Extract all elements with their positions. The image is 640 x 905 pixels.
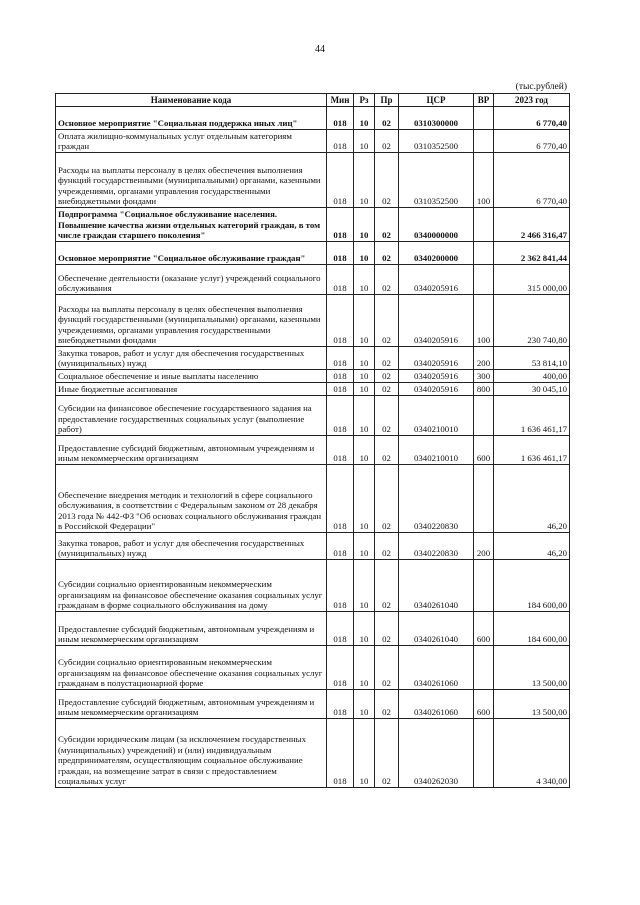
cell-csr: 0340205916 xyxy=(399,265,474,295)
cell-name: Субсидии на финансовое обеспечение государственного задания на предоставление государственных социальных услуг (выполнение работ) xyxy=(56,396,327,436)
cell-vr xyxy=(474,465,494,533)
cell-min: 018 xyxy=(327,370,354,383)
cell-csr: 0340210010 xyxy=(399,396,474,436)
cell-name: Обеспечение деятельности (оказание услуг) учреждений социального обслуживания xyxy=(56,265,327,295)
table-row xyxy=(56,612,570,646)
table-row xyxy=(56,370,570,383)
cell-rz: 10 xyxy=(354,436,375,465)
cell-name: Предоставление субсидий бюджетным, автономным учреждениям и иным некоммерческим организациям xyxy=(56,690,327,719)
cell-amount: 13 500,00 xyxy=(494,690,570,719)
table-row xyxy=(56,153,570,208)
cell-rz: 10 xyxy=(354,383,375,396)
cell-amount: 6 770,40 xyxy=(494,107,570,130)
cell-rz: 10 xyxy=(354,295,375,347)
header-pr: Пр xyxy=(375,94,399,107)
header-name: Наименование кода xyxy=(56,94,327,107)
cell-name: Субсидии социально ориентированным некоммерческим организациям на финансовое обеспечение оказания социальных услуг гражданам в форме социального обслуживания на дому xyxy=(56,560,327,612)
cell-vr xyxy=(474,646,494,690)
cell-name: Социальное обеспечение и иные выплаты населению xyxy=(56,370,327,383)
cell-csr: 0340000000 xyxy=(399,208,474,242)
cell-pr: 02 xyxy=(375,295,399,347)
cell-pr: 02 xyxy=(375,242,399,265)
cell-rz: 10 xyxy=(354,242,375,265)
table-row xyxy=(56,347,570,370)
cell-vr: 600 xyxy=(474,612,494,646)
cell-vr: 600 xyxy=(474,436,494,465)
cell-pr: 02 xyxy=(375,153,399,208)
header-vr: ВР xyxy=(474,94,494,107)
cell-min: 018 xyxy=(327,560,354,612)
table-row xyxy=(56,436,570,465)
budget-table xyxy=(55,93,570,788)
cell-pr: 02 xyxy=(375,383,399,396)
cell-vr: 200 xyxy=(474,347,494,370)
cell-min: 018 xyxy=(327,465,354,533)
cell-amount: 30 045,10 xyxy=(494,383,570,396)
cell-name: Субсидии социально ориентированным некоммерческим организациям на финансовое обеспечение оказания социальных услуг гражданам в полустационарной форме xyxy=(56,646,327,690)
cell-amount: 184 600,00 xyxy=(494,560,570,612)
cell-vr: 100 xyxy=(474,295,494,347)
cell-pr: 02 xyxy=(375,719,399,788)
cell-vr xyxy=(474,265,494,295)
cell-rz: 10 xyxy=(354,646,375,690)
cell-vr xyxy=(474,208,494,242)
cell-pr: 02 xyxy=(375,370,399,383)
cell-amount: 1 636 461,17 xyxy=(494,436,570,465)
cell-name: Обеспечение внедрения методик и технологий в сфере социального обслуживания, в соответствии с Федеральным законом от 28 декабря 2013 года № 442-ФЗ "Об основах социального обслуживания граждан в Российской Федерации" xyxy=(56,465,327,533)
cell-name: Подпрограмма "Социальное обслуживание населения. Повышение качества жизни отдельных категорий граждан, в том числе граждан старшего поколения" xyxy=(56,208,327,242)
cell-pr: 02 xyxy=(375,612,399,646)
header-csr: ЦСР xyxy=(399,94,474,107)
cell-amount: 1 636 461,17 xyxy=(494,396,570,436)
cell-amount: 53 814,10 xyxy=(494,347,570,370)
cell-rz: 10 xyxy=(354,265,375,295)
cell-csr: 0340200000 xyxy=(399,242,474,265)
cell-rz: 10 xyxy=(354,208,375,242)
table-body xyxy=(56,107,570,788)
cell-pr: 02 xyxy=(375,560,399,612)
cell-csr: 0310352500 xyxy=(399,130,474,153)
cell-pr: 02 xyxy=(375,646,399,690)
cell-vr: 200 xyxy=(474,533,494,560)
cell-csr: 0340210010 xyxy=(399,436,474,465)
cell-amount: 315 000,00 xyxy=(494,265,570,295)
cell-rz: 10 xyxy=(354,347,375,370)
cell-name: Закупка товаров, работ и услуг для обеспечения государственных (муниципальных) нужд xyxy=(56,533,327,560)
units-label: (тыс.рублей) xyxy=(515,82,567,92)
cell-min: 018 xyxy=(327,130,354,153)
table-row xyxy=(56,383,570,396)
cell-vr xyxy=(474,396,494,436)
cell-csr: 0340220830 xyxy=(399,465,474,533)
table-row xyxy=(56,130,570,153)
cell-name: Основное мероприятие "Социальная поддержка иных лиц" xyxy=(56,107,327,130)
table-row xyxy=(56,533,570,560)
cell-pr: 02 xyxy=(375,533,399,560)
table-row xyxy=(56,719,570,788)
cell-pr: 02 xyxy=(375,396,399,436)
cell-amount: 230 740,80 xyxy=(494,295,570,347)
table-row xyxy=(56,560,570,612)
cell-rz: 10 xyxy=(354,107,375,130)
cell-rz: 10 xyxy=(354,719,375,788)
cell-amount: 46,20 xyxy=(494,533,570,560)
cell-csr: 0340205916 xyxy=(399,383,474,396)
cell-min: 018 xyxy=(327,383,354,396)
header-min: Мин xyxy=(327,94,354,107)
cell-name: Оплата жилищно-коммунальных услуг отдельным категориям граждан xyxy=(56,130,327,153)
cell-name: Расходы на выплаты персоналу в целях обеспечения выполнения функций государственными (муниципальными) органами, казенными учреждениями, органами управления государственными внебюджетными фондами xyxy=(56,153,327,208)
cell-amount: 4 340,00 xyxy=(494,719,570,788)
cell-min: 018 xyxy=(327,612,354,646)
cell-min: 018 xyxy=(327,396,354,436)
cell-rz: 10 xyxy=(354,370,375,383)
cell-vr: 100 xyxy=(474,153,494,208)
header-rz: Рз xyxy=(354,94,375,107)
table-row xyxy=(56,465,570,533)
cell-csr: 0340261060 xyxy=(399,690,474,719)
cell-vr xyxy=(474,242,494,265)
table-row xyxy=(56,690,570,719)
cell-pr: 02 xyxy=(375,208,399,242)
cell-vr: 600 xyxy=(474,690,494,719)
cell-amount: 2 466 316,47 xyxy=(494,208,570,242)
cell-min: 018 xyxy=(327,436,354,465)
cell-min: 018 xyxy=(327,719,354,788)
cell-csr: 0340262030 xyxy=(399,719,474,788)
cell-name: Расходы на выплаты персоналу в целях обеспечения выполнения функций государственными (муниципальными) органами, казенными учреждениями, органами управления государственными внебюджетными фондами xyxy=(56,295,327,347)
cell-min: 018 xyxy=(327,295,354,347)
cell-pr: 02 xyxy=(375,436,399,465)
cell-csr: 0340220830 xyxy=(399,533,474,560)
cell-vr xyxy=(474,719,494,788)
cell-rz: 10 xyxy=(354,396,375,436)
cell-pr: 02 xyxy=(375,265,399,295)
cell-name: Предоставление субсидий бюджетным, автономным учреждениям и иным некоммерческим организациям xyxy=(56,436,327,465)
page-number: 44 xyxy=(315,44,325,55)
cell-vr: 800 xyxy=(474,383,494,396)
cell-min: 018 xyxy=(327,208,354,242)
cell-pr: 02 xyxy=(375,130,399,153)
cell-rz: 10 xyxy=(354,560,375,612)
header-amount: 2023 год xyxy=(494,94,570,107)
table-row xyxy=(56,208,570,242)
cell-name: Предоставление субсидий бюджетным, автономным учреждениям и иным некоммерческим организациям xyxy=(56,612,327,646)
cell-min: 018 xyxy=(327,347,354,370)
cell-name: Иные бюджетные ассигнования xyxy=(56,383,327,396)
table-row xyxy=(56,242,570,265)
cell-vr xyxy=(474,560,494,612)
cell-name: Закупка товаров, работ и услуг для обеспечения государственных (муниципальных) нужд xyxy=(56,347,327,370)
table-header-row xyxy=(56,94,570,107)
cell-vr xyxy=(474,107,494,130)
cell-rz: 10 xyxy=(354,130,375,153)
table-row xyxy=(56,646,570,690)
cell-amount: 400,00 xyxy=(494,370,570,383)
cell-rz: 10 xyxy=(354,465,375,533)
table-row xyxy=(56,265,570,295)
cell-pr: 02 xyxy=(375,347,399,370)
cell-csr: 0310300000 xyxy=(399,107,474,130)
cell-vr xyxy=(474,130,494,153)
cell-min: 018 xyxy=(327,265,354,295)
cell-name: Основное мероприятие "Социальное обслуживание граждан" xyxy=(56,242,327,265)
cell-name: Субсидии юридическим лицам (за исключением государственных (муниципальных) учреждений) и (или) индивидуальным предпринимателям, осуществляющим социальное обслуживание граждан, на возмещение затрат в связи с предоставлением социальных услуг xyxy=(56,719,327,788)
cell-csr: 0340261040 xyxy=(399,560,474,612)
cell-min: 018 xyxy=(327,242,354,265)
table-row xyxy=(56,295,570,347)
cell-amount: 184 600,00 xyxy=(494,612,570,646)
cell-min: 018 xyxy=(327,690,354,719)
cell-min: 018 xyxy=(327,107,354,130)
cell-amount: 13 500,00 xyxy=(494,646,570,690)
cell-csr: 0340205916 xyxy=(399,347,474,370)
cell-rz: 10 xyxy=(354,690,375,719)
cell-min: 018 xyxy=(327,153,354,208)
cell-vr: 300 xyxy=(474,370,494,383)
cell-rz: 10 xyxy=(354,533,375,560)
cell-rz: 10 xyxy=(354,153,375,208)
cell-amount: 2 362 841,44 xyxy=(494,242,570,265)
table-row xyxy=(56,107,570,130)
cell-amount: 6 770,40 xyxy=(494,130,570,153)
cell-pr: 02 xyxy=(375,465,399,533)
cell-csr: 0340205916 xyxy=(399,370,474,383)
cell-csr: 0340261060 xyxy=(399,646,474,690)
cell-rz: 10 xyxy=(354,612,375,646)
cell-min: 018 xyxy=(327,533,354,560)
cell-csr: 0340261040 xyxy=(399,612,474,646)
cell-amount: 46,20 xyxy=(494,465,570,533)
cell-pr: 02 xyxy=(375,690,399,719)
cell-pr: 02 xyxy=(375,107,399,130)
cell-amount: 6 770,40 xyxy=(494,153,570,208)
cell-csr: 0310352500 xyxy=(399,153,474,208)
cell-csr: 0340205916 xyxy=(399,295,474,347)
cell-min: 018 xyxy=(327,646,354,690)
table-row xyxy=(56,396,570,436)
